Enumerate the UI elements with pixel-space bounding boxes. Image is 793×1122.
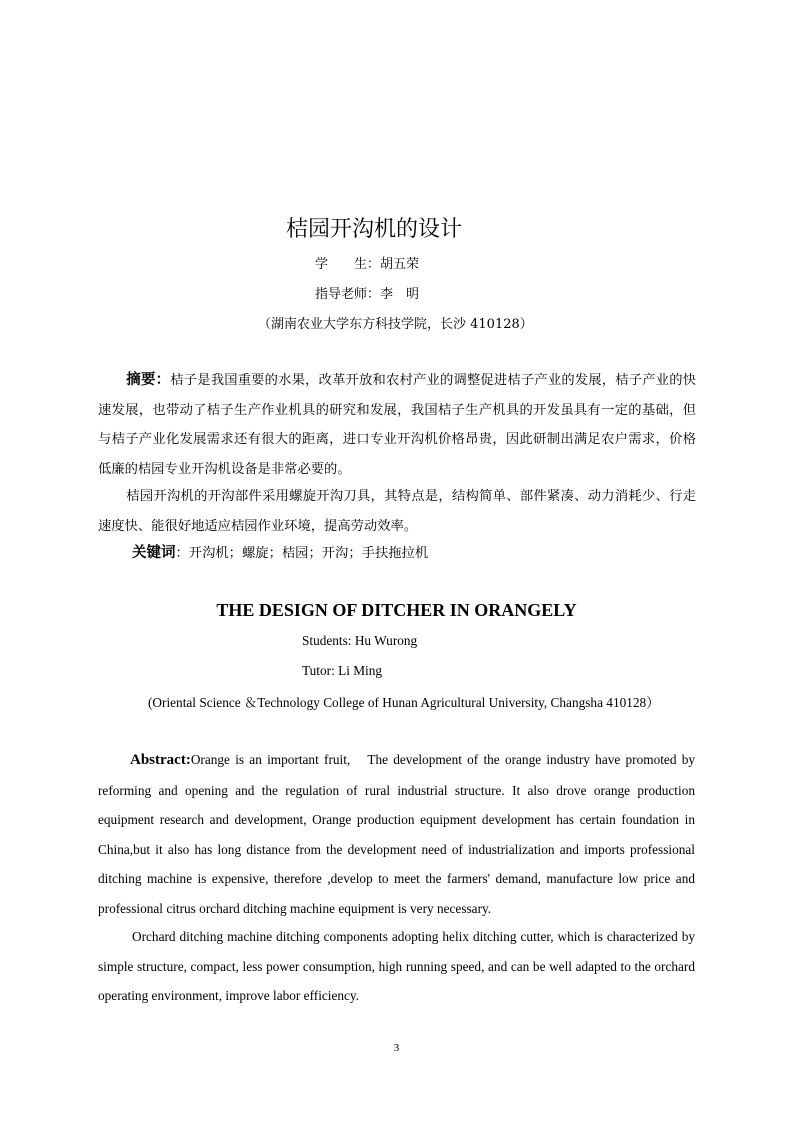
chinese-abstract-label: 摘要： xyxy=(126,372,171,388)
english-affiliation: (Oriental Science ＆Technology College of Hunan Agricultural University, Changsha 410128） xyxy=(148,695,660,710)
chinese-abstract-text-2: 桔园开沟机的开沟部件采用螺旋开沟刀具，其特点是，结构简单、部件紧凑、动力消耗少、行走速度快、能很好地适应桔园作业环境，提高劳动效率。 xyxy=(98,489,696,534)
chinese-abstract-paragraph xyxy=(98,366,696,484)
english-abstract-label: Abstract: xyxy=(130,752,191,768)
english-abstract-text-2: Orchard ditching machine ditching components adopting helix ditching cutter, which is characterized by simple structure, compact, less power consumption, high running speed, and can be well adapted to the orchard operating environment, improve labor efficiency. xyxy=(98,929,695,1003)
chinese-abstract-text: 桔子是我国重要的水果，改革开放和农村产业的调整促进桔子产业的发展，桔子产业的快速发展，也带动了桔子生产作业机具的研究和发展，我国桔子生产机具的开发虽具有一定的基础，但与桔子产业化发展需求还有很大的距离，进口专业开沟机价格昂贵，因此研制出满足农户需求，价格低廉的桔园专业开沟机设备是非常必要的。 xyxy=(98,373,697,477)
english-abstract-text: Orange is an important fruit, The development of the orange industry have promoted by reforming and opening and the regulation of rural industrial structure. It also drove orange production equipment research and development, Orange production equipment development has certain foundation in China,but it also has long distance from the development need of industrialization and imports professional ditching machine is expensive, therefore ,develop to meet the farmers' demand, manufacture low price and professional citrus orchard ditching machine equipment is very necessary. xyxy=(98,752,695,916)
english-tutor-line: Tutor: Li Ming xyxy=(302,663,383,678)
chinese-title: 桔园开沟机的设计 xyxy=(285,217,462,242)
english-student-line: Students: Hu Wurong xyxy=(302,633,418,648)
english-abstract-paragraph-2 xyxy=(98,922,695,1011)
chinese-keywords xyxy=(132,541,428,562)
page-number: 3 xyxy=(393,1042,400,1054)
chinese-keywords-label: 关键词 xyxy=(132,545,176,561)
chinese-tutor-line: 指导老师：李 明 xyxy=(315,287,420,302)
chinese-student-line: 学 生：胡五荣 xyxy=(315,257,420,272)
chinese-keywords-text: ：开沟机；螺旋；桔园；开沟；手扶拖拉机 xyxy=(175,546,429,561)
english-title: THE DESIGN OF DITCHER IN ORANGELY xyxy=(216,600,577,620)
english-abstract-paragraph xyxy=(98,745,695,923)
chinese-abstract-paragraph-2 xyxy=(98,482,696,541)
chinese-affiliation: （湖南农业大学东方科技学院，长沙 410128） xyxy=(258,317,533,332)
